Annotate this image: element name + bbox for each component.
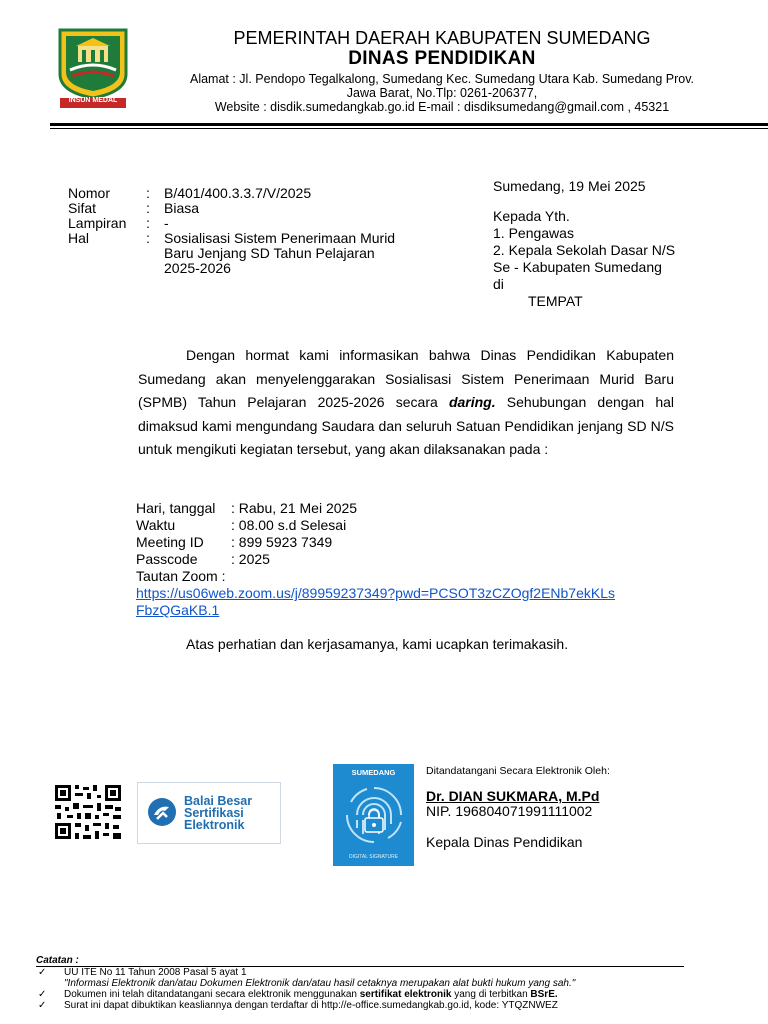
digital-signature-badge bbox=[333, 764, 414, 866]
note-2-c: yang di terbitkan bbox=[451, 989, 531, 1000]
meta-row-hal bbox=[68, 231, 414, 276]
recipient-3: Se - Kabupaten Sumedang bbox=[493, 259, 662, 275]
address-line-1: Alamat : Jl. Pendopo Tegalkalong, Sumedang Kec. Sumedang Utara Kab. Sumedang Prov. bbox=[189, 72, 695, 86]
sumedang-logo bbox=[56, 26, 130, 110]
qr-code bbox=[53, 783, 123, 841]
letter-date: Sumedang, 19 Mei 2025 bbox=[493, 178, 646, 194]
recipient-tempat: TEMPAT bbox=[528, 293, 583, 309]
lampiran-value: - bbox=[164, 215, 169, 231]
logo-motto: INSUN MEDAL bbox=[68, 97, 118, 104]
note-item bbox=[38, 967, 738, 978]
zoom-link-line-1[interactable]: https://us06web.zoom.us/j/89959237349?pwd=PCSOT3zCZOgf2ENb7ekKLs bbox=[136, 585, 616, 601]
meta-row-sifat bbox=[68, 201, 414, 216]
hal-value: Sosialisasi Sistem Penerimaan Murid Baru Jenjang SD Tahun Pelajaran 2025-2026 bbox=[164, 230, 396, 276]
note-item bbox=[38, 989, 738, 1000]
signer-title: Kepala Dinas Pendidikan bbox=[426, 834, 583, 850]
detail-row-meeting bbox=[136, 534, 357, 551]
sifat-value: Biasa bbox=[164, 200, 200, 216]
meta-row-nomor bbox=[68, 186, 414, 201]
notes-title: Catatan : bbox=[36, 955, 79, 966]
sifat-label: Sifat bbox=[68, 200, 97, 216]
address-line-2: Jawa Barat, No.Tlp: 0261-206377, bbox=[346, 86, 538, 100]
badge-bottom-text: DIGITAL SIGNATURE bbox=[348, 854, 399, 860]
signer-name: Dr. DIAN SUKMARA, M.Pd bbox=[426, 788, 600, 804]
closing-text: Atas perhatian dan kerjasamanya, kami ucapkan terimakasih. bbox=[186, 636, 569, 652]
waktu-label: Waktu bbox=[136, 517, 176, 533]
colon: : bbox=[146, 200, 150, 216]
note-2-a: Dokumen ini telah ditandatangani secara elektronik menggunakan bbox=[64, 989, 360, 1000]
notes-list bbox=[38, 967, 738, 1011]
zoom-link-line-2[interactable]: FbzQGaKB.1 bbox=[136, 602, 220, 618]
hari-value: : Rabu, 21 Mei 2025 bbox=[231, 500, 358, 516]
note-2-b: sertifikat elektronik bbox=[359, 989, 452, 1000]
fingerprint-lock-icon bbox=[343, 784, 405, 846]
note-item bbox=[38, 978, 738, 989]
body-text-2: Sehubungan dengan hal dimaksud kami mengundang Saudara dan seluruh Satuan Pendidikan jenjang SD N/S untuk mengikuti kegiatan tersebut, yang akan dilaksanakan pada : bbox=[138, 394, 674, 457]
check-icon: ✓ bbox=[38, 989, 47, 1000]
colon: : bbox=[146, 230, 150, 246]
lampiran-label: Lampiran bbox=[68, 215, 127, 231]
recipient-2: 2. Kepala Sekolah Dasar N/S bbox=[493, 242, 676, 258]
detail-row-passcode bbox=[136, 551, 357, 568]
passcode-value: : 2025 bbox=[231, 551, 270, 567]
passcode-label: Passcode bbox=[136, 551, 198, 567]
header-government: PEMERINTAH DAERAH KABUPATEN SUMEDANG bbox=[233, 28, 651, 48]
header-address bbox=[140, 72, 744, 114]
recipient-1: 1. Pengawas bbox=[493, 225, 574, 241]
note-item bbox=[38, 1000, 738, 1011]
detail-row-hari bbox=[136, 500, 357, 517]
letter-meta bbox=[68, 186, 414, 276]
header-department: DINAS PENDIDIKAN bbox=[348, 48, 536, 69]
kepada-yth: Kepada Yth. bbox=[493, 208, 570, 224]
signer-nip: NIP. 196804071991111002 bbox=[426, 803, 593, 819]
header-rule-thick bbox=[50, 123, 768, 126]
note-3: Surat ini dapat dibuktikan keasliannya dengan terdaftar di http://e-office.sumedangkab.go.id, kode: YTQZNWEZ bbox=[64, 1000, 558, 1011]
bsre-emblem-icon bbox=[147, 797, 177, 827]
note-2 bbox=[64, 989, 558, 1000]
meeting-id-value: : 899 5923 7349 bbox=[231, 534, 333, 550]
badge-top-text: SUMEDANG bbox=[351, 768, 396, 777]
hal-label: Hal bbox=[68, 230, 90, 246]
address-line-3: Website : disdik.sumedangkab.go.id E-mail : disdiksumedang@gmail.com , 45321 bbox=[214, 100, 670, 114]
nomor-label: Nomor bbox=[68, 185, 111, 201]
colon: : bbox=[146, 215, 150, 231]
bsre-logo bbox=[137, 782, 281, 844]
meta-row-lampiran bbox=[68, 216, 414, 231]
body-text-1: Dengan hormat kami informasikan bahwa Dinas Pendidikan Kabupaten Sumedang akan menyelenggarakan Sosialisasi Sistem Penerimaan Murid Baru (SPMB) Tahun Pelajaran 2025-2026 secara bbox=[138, 347, 674, 410]
check-icon: ✓ bbox=[38, 967, 47, 978]
detail-row-waktu bbox=[136, 517, 357, 534]
note-1: UU ITE No 11 Tahun 2008 Pasal 5 ayat 1 bbox=[64, 967, 247, 978]
hari-label: Hari, tanggal bbox=[136, 500, 216, 516]
signature-block bbox=[426, 764, 610, 850]
waktu-value: : 08.00 s.d Selesai bbox=[231, 517, 347, 533]
check-icon: ✓ bbox=[38, 1000, 47, 1011]
meeting-id-label: Meeting ID bbox=[136, 534, 204, 550]
recipient-di: di bbox=[493, 276, 504, 292]
colon: : bbox=[146, 185, 150, 201]
header-rule-thin bbox=[50, 128, 768, 129]
nomor-value: B/401/400.3.3.7/V/2025 bbox=[164, 185, 312, 201]
body-paragraph bbox=[138, 344, 674, 462]
body-text-bold: daring. bbox=[448, 394, 496, 410]
tautan-label: Tautan Zoom : bbox=[136, 568, 226, 584]
signed-by-label: Ditandatangani Secara Elektronik Oleh: bbox=[426, 765, 610, 777]
zoom-link[interactable] bbox=[136, 585, 615, 619]
event-details bbox=[136, 500, 615, 619]
recipient-block bbox=[493, 178, 675, 310]
note-1-quote: "Informasi Elektronik dan/atau Dokumen Elektronik dan/atau hasil cetaknya merupakan alat bukti hukum yang sah." bbox=[64, 978, 576, 989]
bsre-line-2: Sertifikasi bbox=[184, 806, 244, 820]
bsre-line-3: Elektronik bbox=[184, 818, 245, 832]
note-2-d: BSrE. bbox=[530, 989, 558, 1000]
bsre-line-1: Balai Besar bbox=[184, 794, 253, 808]
